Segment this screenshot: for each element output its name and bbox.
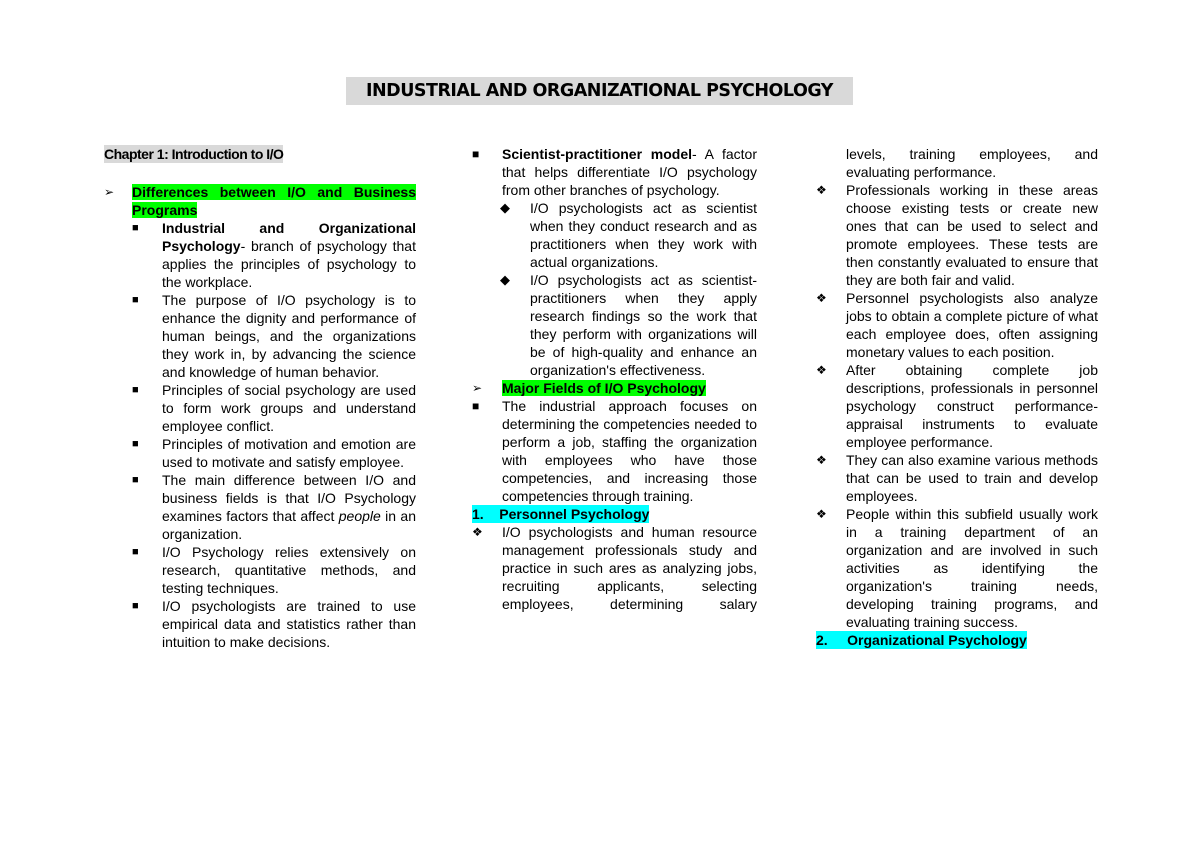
list-item: ❖ I/O psychologists and human resource management professionals study and practice in such ares as analyzing jobs, recruiting applicants, selecting employees, determining salary — [472, 524, 757, 612]
square-bullet-icon: ■ — [132, 438, 139, 450]
continued-text: levels, training employees, and evaluating performance. — [846, 146, 1098, 180]
list-item: ■ Principles of social psychology are used to form work groups and understand employee conflict. — [132, 382, 416, 434]
subsection-personnel: 1. Personnel Psychology — [472, 506, 650, 522]
list-item: ■ Scientist-practitioner model- A factor that helps differentiate I/O psychology from other branches of psychology. — [472, 146, 757, 198]
list-item: ◆ I/O psychologists act as scientist when they conduct research and as practitioners when they work with actual organizations. — [500, 200, 757, 270]
list-item: ◆ I/O psychologists act as scientist-practitioners when they apply research findings so the work that they perform with organizations will be of high-quality and enhance an organization's effectiveness. — [500, 272, 757, 378]
four-star-bullet-icon: ❖ — [816, 507, 827, 521]
arrow-bullet-icon: ➢ — [472, 381, 483, 395]
term: Scientist-practitioner model — [502, 146, 693, 162]
list-item: ■ The purpose of I/O psychology is to enhance the dignity and performance of human beings, and the organizations they work in, by advancing the science and knowledge of human behavior. — [132, 292, 416, 380]
square-bullet-icon: ■ — [132, 474, 139, 486]
list-item: ❖ Professionals working in these areas choose existing tests or create new ones that can be used to select and promote employees. These tests are then constantly evaluated to ensure that they are both fair and valid. — [816, 182, 1098, 288]
list-item: ■ I/O psychologists are trained to use empirical data and statistics rather than intuition to make decisions. — [132, 598, 416, 650]
square-bullet-icon: ■ — [132, 222, 139, 234]
square-bullet-icon: ■ — [132, 294, 139, 306]
subsection-heading: Organizational Psychology — [847, 632, 1027, 648]
list-item: ■ Principles of motivation and emotion are used to motivate and satisfy employee. — [132, 436, 416, 470]
four-star-bullet-icon: ❖ — [816, 363, 827, 377]
list-item: ❖ After obtaining complete job descriptions, professionals in personnel psychology construct performance-appraisal instruments to evaluate employee performance. — [816, 362, 1098, 450]
four-star-bullet-icon: ❖ — [816, 453, 827, 467]
square-bullet-icon: ■ — [472, 399, 480, 413]
subsection-organizational: 2. Organizational Psychology — [816, 632, 1027, 648]
subsection-heading: Personnel Psychology — [499, 506, 650, 522]
square-bullet-icon: ■ — [132, 600, 139, 612]
column-1 — [104, 145, 416, 651]
diamond-bullet-icon: ◆ — [500, 272, 510, 287]
four-star-bullet-icon: ❖ — [816, 183, 827, 197]
term: Industrial and Organizational Psychology — [162, 220, 416, 254]
list-item: ❖ They can also examine various methods that can be used to train and develop employees. — [816, 452, 1098, 504]
square-bullet-icon: ■ — [132, 384, 139, 396]
four-star-bullet-icon: ❖ — [816, 291, 827, 305]
section-heading: Major Fields of I/O Psychology — [502, 380, 706, 396]
list-item: ■ The main difference between I/O and business fields is that I/O Psychology examines factors that affect people in an organization. — [132, 472, 416, 542]
list-item: ❖ Personnel psychologists also analyze jobs to obtain a complete picture of what each employee does, often assigning monetary values to each position. — [816, 290, 1098, 360]
square-bullet-icon: ■ — [472, 147, 480, 161]
list-item: ■ I/O Psychology relies extensively on research, quantitative methods, and testing techniques. — [132, 544, 416, 596]
section-heading: Differences between I/O and Business Programs — [132, 184, 416, 218]
list-item: ■ Industrial and Organizational Psychology- branch of psychology that applies the principles of psychology to the workplace. — [132, 220, 416, 290]
section-differences — [104, 183, 416, 219]
arrow-bullet-icon: ➢ — [104, 185, 115, 199]
square-bullet-icon: ■ — [132, 546, 139, 558]
list-item: ■ The industrial approach focuses on determining the competencies needed to perform a job, staffing the organization with employees who have those competencies, and increasing those competencies through training. — [472, 398, 757, 504]
page-title: INDUSTRIAL AND ORGANIZATIONAL PSYCHOLOGY — [346, 77, 853, 105]
chapter-heading: Chapter 1: Introduction to I/O — [104, 146, 284, 162]
section-major-fields — [472, 379, 757, 397]
list-item: ❖ People within this subfield usually work in a training department of an organization and are involved in such activities as identifying the organization's training needs, developing training programs, and evaluating training success. — [816, 506, 1098, 630]
column-2 — [472, 145, 757, 613]
four-star-bullet-icon: ❖ — [472, 525, 483, 539]
column-3 — [816, 145, 1098, 649]
diamond-bullet-icon: ◆ — [500, 200, 510, 215]
